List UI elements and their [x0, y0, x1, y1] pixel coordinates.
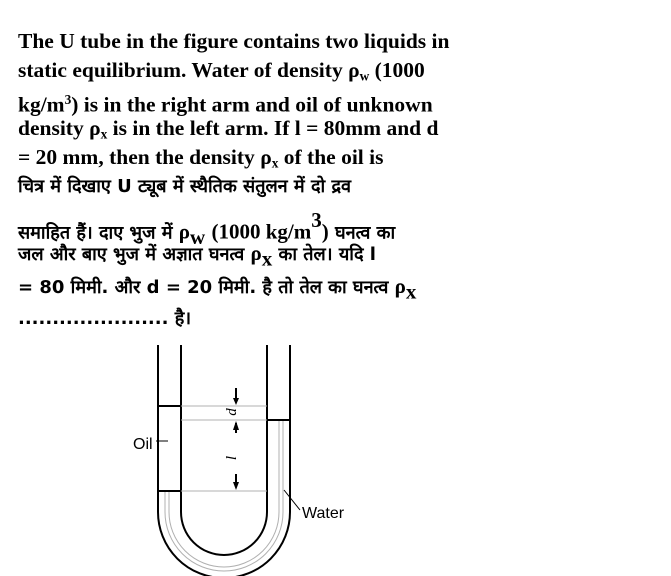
l-arrowhead-bottom [233, 482, 239, 490]
water-inner-line [169, 420, 279, 567]
water-label: Water [302, 505, 345, 522]
question-en-line-4: density $\rho_x$ is in the left arm. If l = 80mm and d [18, 116, 439, 142]
oil-label: Oil [133, 436, 153, 453]
question-en-line-5: = 20 mm, then the density $\rho_x$ of the oil is [18, 145, 384, 171]
question-hi-line-4: = 80 मिमी. और d = 20 मिमी. है तो तेल का घनत्व ρx [18, 274, 417, 304]
d-arrowhead-top [233, 398, 239, 405]
question-en-line-2: static equilibrium. Water of density $\rho_w$ (1000 [18, 58, 425, 84]
l-label: l [224, 455, 240, 461]
u-tube-inner-wall [181, 345, 267, 555]
question-en-line-1: The U tube in the figure contains two liquids in [18, 29, 450, 53]
oil-column [169, 407, 181, 491]
d-label: d [224, 408, 240, 416]
question-hi-line-5: ...................... है। [18, 308, 192, 329]
question-hi-line-2: समाहित हैं। दाए भुज में ρw (1000 kg/m3) घनत्व का [18, 208, 396, 249]
question-hi-line-1: चित्र में दिखाए U ट्यूब में स्थैतिक संतुलन में दो द्रव [18, 176, 352, 197]
question-hi-line-3: जल और बाए भुज में अज्ञात घनत्व ρx का तेल। यदि l [18, 241, 376, 271]
question-en-line-3: $kg/m^3$) is in the right arm and oil of unknown [18, 92, 433, 117]
d-arrowhead-bottom [233, 421, 239, 430]
water-leader-line [284, 490, 300, 510]
